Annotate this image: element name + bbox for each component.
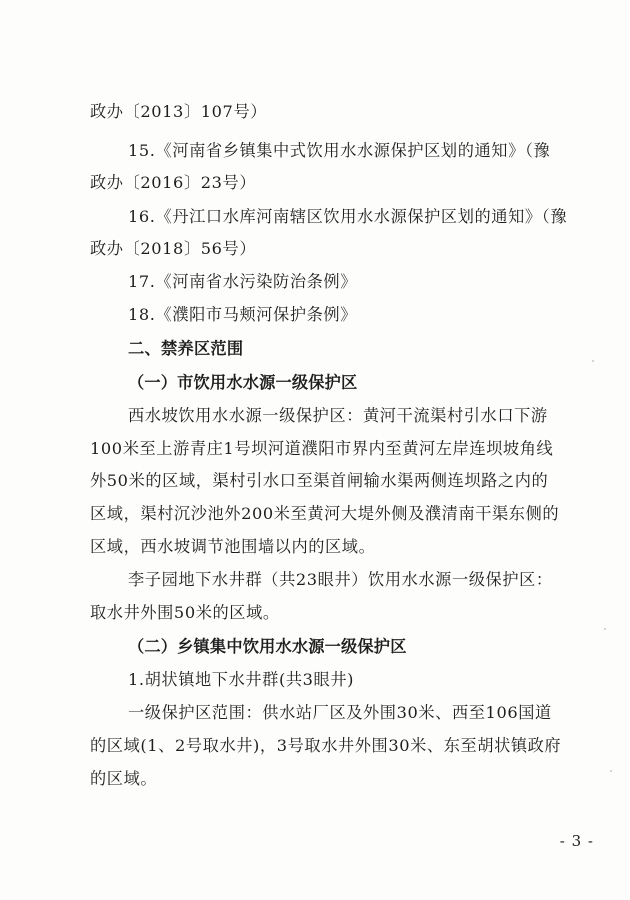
page-number: - 3 - bbox=[559, 832, 594, 850]
paragraph-line: 李子园地下水井群（共23眼井）饮用水水源一级保护区： bbox=[128, 570, 553, 589]
subsection-heading-2: （二）乡镇集中饮用水水源一级保护区 bbox=[128, 637, 407, 656]
subsection-heading-1: （一）市饮用水水源一级保护区 bbox=[128, 373, 358, 392]
text-line-item-15: 15.《河南省乡镇集中式饮用水水源保护区划的通知》（豫 bbox=[128, 141, 551, 160]
paragraph-line: 的区域。 bbox=[90, 769, 158, 788]
text-line-item-16: 16.《丹江口水库河南辖区饮用水水源保护区划的通知》（豫 bbox=[128, 207, 568, 226]
text-line-continuation-2013: 政办〔2013〕107号） bbox=[90, 102, 268, 121]
text-line-item-18: 18.《濮阳市马颊河保护条例》 bbox=[128, 305, 357, 324]
paragraph-line: 的区域(1、2号取水井)，3号取水井外围30米、东至胡状镇政府 bbox=[90, 736, 562, 755]
paragraph-line: 区域，渠村沉沙池外200米至黄河大堤外侧及濮清南干渠东侧的 bbox=[90, 504, 560, 523]
paragraph-line: 西水坡饮用水水源一级保护区：黄河干流渠村引水口下游 bbox=[128, 406, 548, 425]
paragraph-line: 100米至上游青庄1号坝河道濮阳市界内至黄河左岸连坝坡角线 bbox=[90, 439, 554, 458]
section-heading-2: 二、禁养区范围 bbox=[128, 339, 244, 358]
paragraph-line: 一级保护区范围：供水站厂区及外围30米、西至106国道 bbox=[128, 703, 552, 722]
text-line-item-17: 17.《河南省水污染防治条例》 bbox=[128, 272, 357, 291]
text-line-continuation-2016: 政办〔2016〕23号） bbox=[90, 173, 257, 192]
scan-speck bbox=[604, 628, 606, 630]
paragraph-line: 区域，西水坡调节池围墙以内的区域。 bbox=[90, 537, 376, 556]
paragraph-line: 取水井外围50米的区域。 bbox=[90, 603, 280, 622]
item-title: 1.胡状镇地下水井群(共3眼井) bbox=[128, 670, 355, 689]
scan-speck bbox=[610, 770, 612, 772]
text-line-continuation-2018: 政办〔2018〕56号） bbox=[90, 239, 257, 258]
paragraph-line: 外50米的区域，渠村引水口至渠首闸输水渠两侧连坝路之内的 bbox=[90, 471, 549, 490]
scan-speck bbox=[592, 360, 594, 362]
